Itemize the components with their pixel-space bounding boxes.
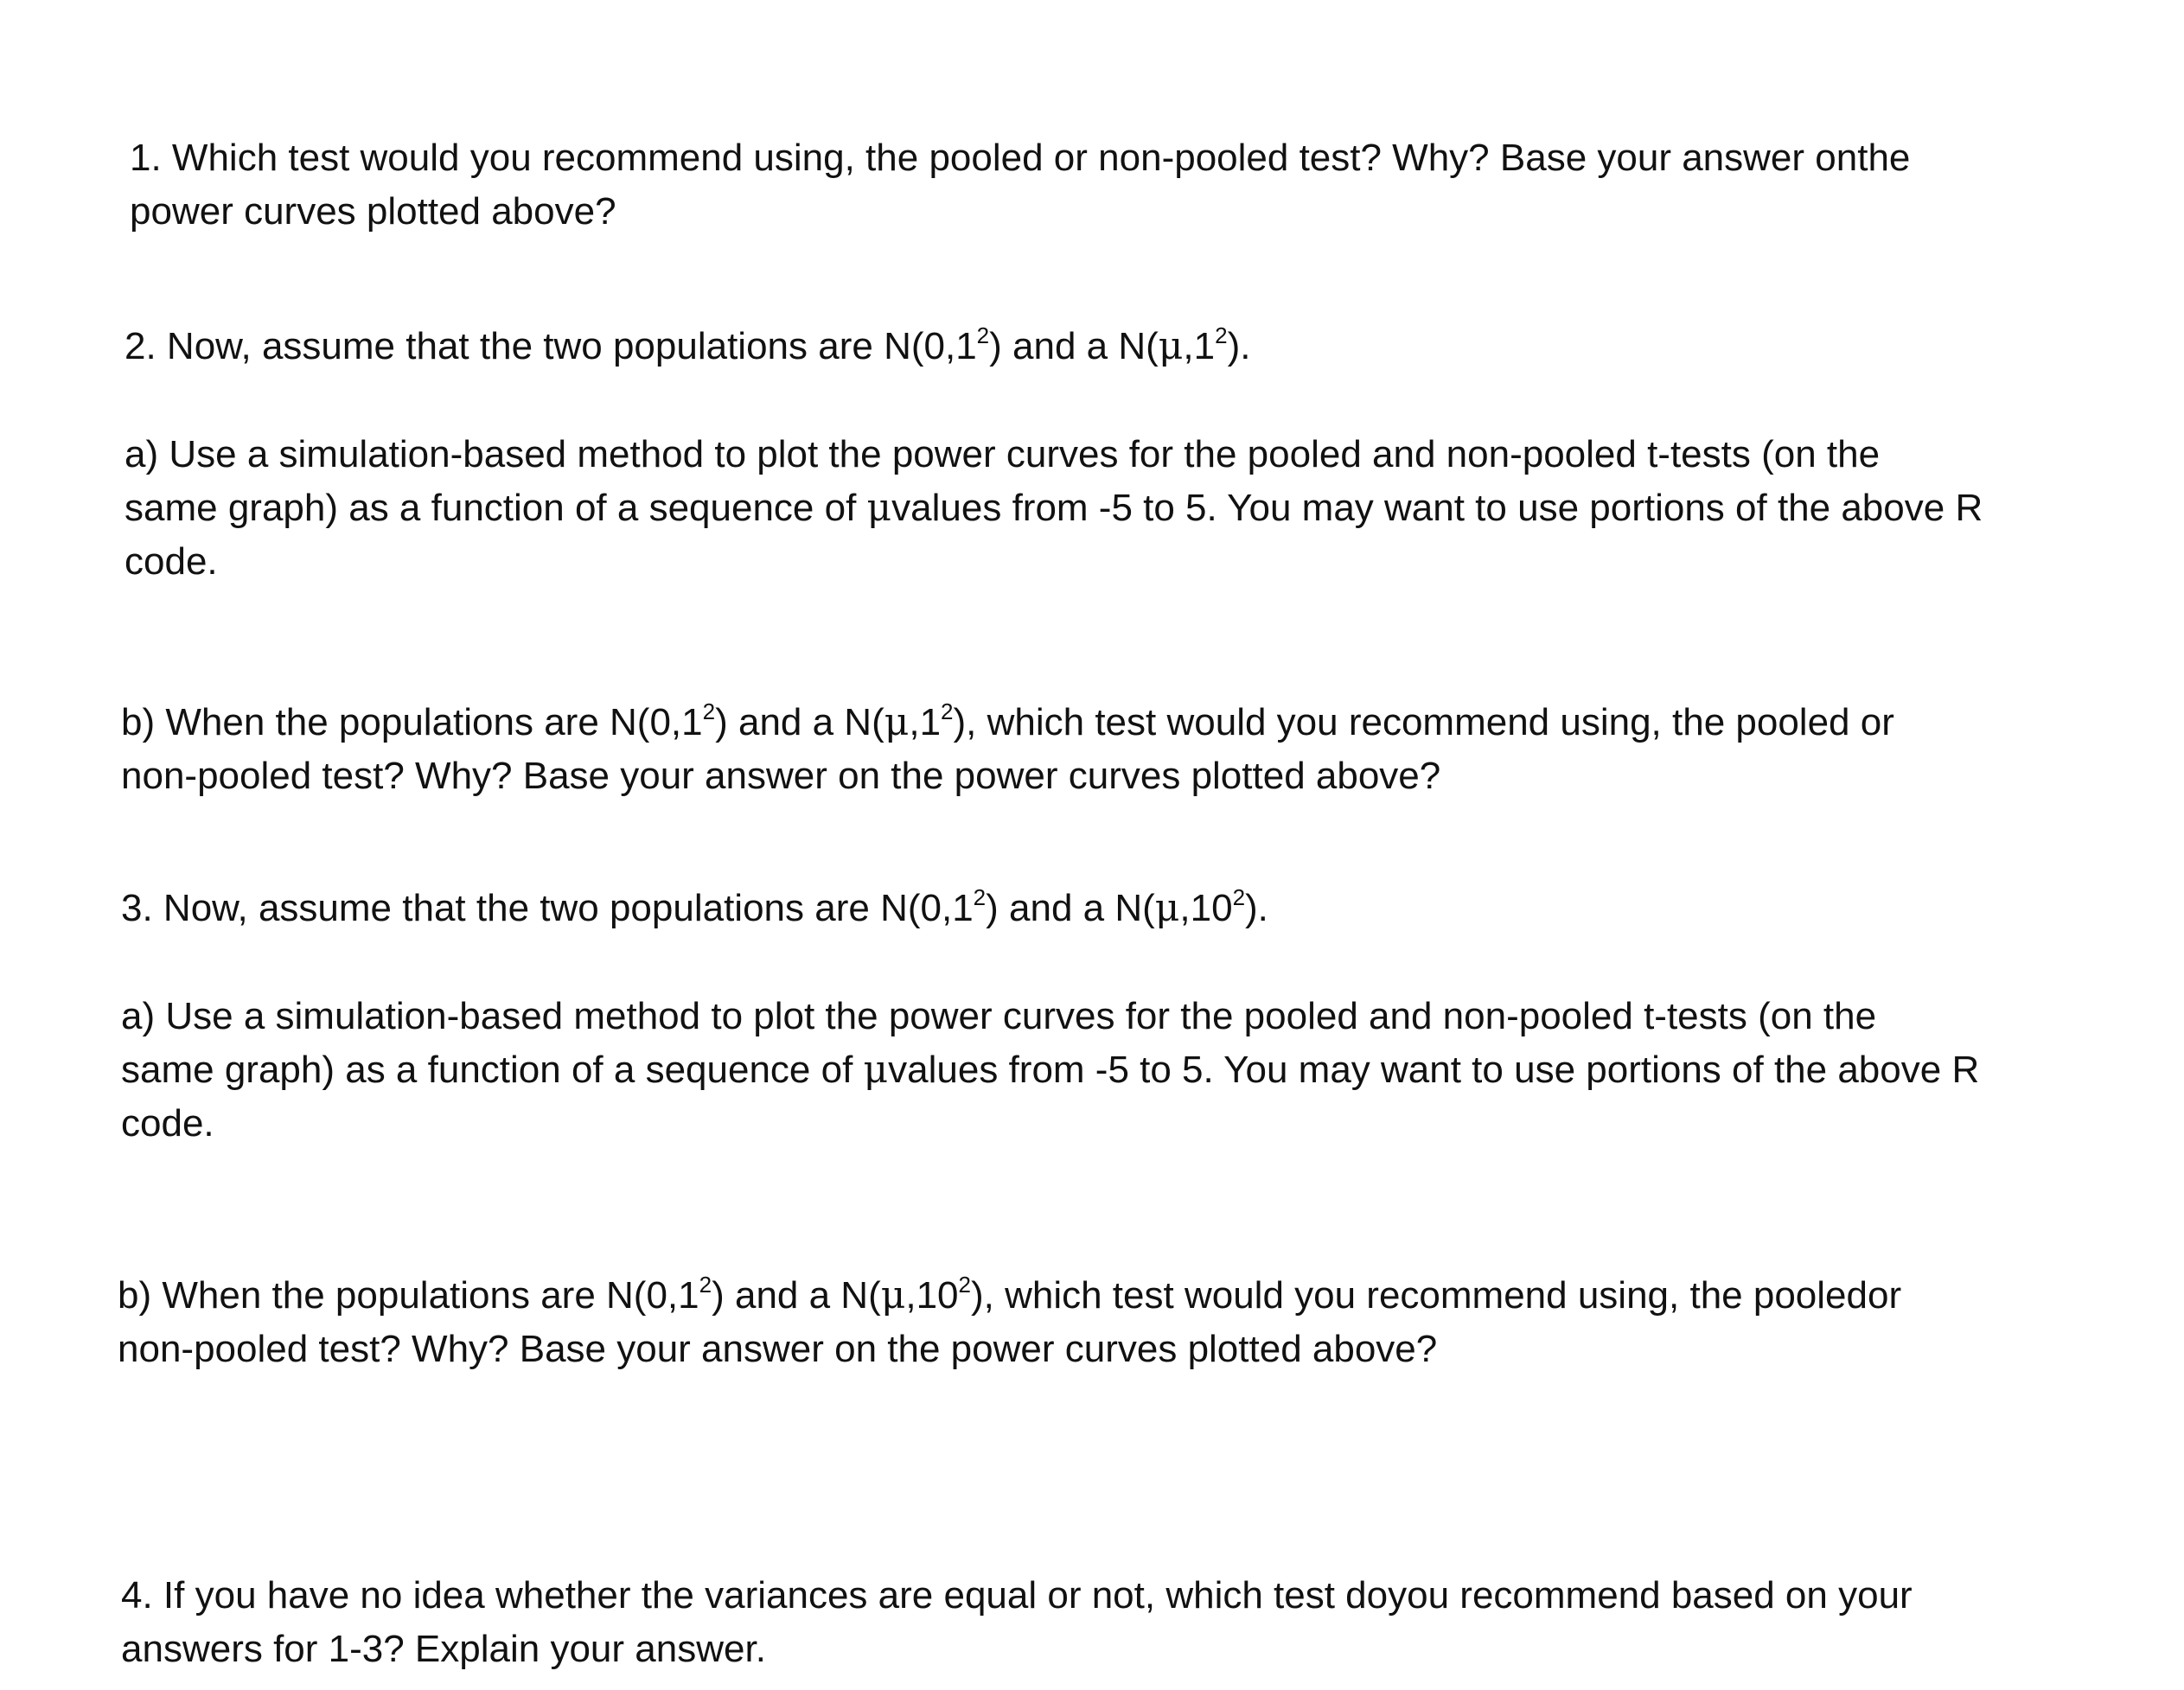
question-2-part-b: b) When the populations are $N(0,1^2)$ and a $N(\mu,1^2)$, which test would you recommend using, the pooled or non-pooled test? Why? Base your answer on the power curves plotted above? [121, 696, 1894, 803]
question-1-line-2: power curves plotted above? [130, 190, 616, 233]
question-4-line-2: answers for 1-3? Explain your answer. [121, 1628, 766, 1670]
question-3a-line-1: a) Use a simulation-based method to plot the power curves for the pooled and non-pooled t-tests (on the [121, 995, 1877, 1037]
superscript: 2 [1232, 884, 1246, 910]
question-2-part-a: a) Use a simulation-based method to plot the power curves for the pooled and non-pooled t-tests (on the same graph) as a function of a sequence of μvalues from -5 to 5. You may want to use portions of the above R code. [125, 428, 1983, 589]
question-2a-line-3: code. [125, 540, 218, 583]
mu-symbol: μ [863, 1048, 889, 1092]
question-2-intro: 2. Now, assume that the two populations are $N(0,1^2)$ and a $N(\mu,1^2)$. [125, 322, 1251, 368]
superscript: 2 [941, 698, 954, 724]
question-2a-line-1: a) Use a simulation-based method to plot the power curves for the pooled and non-pooled t-tests (on the [125, 433, 1881, 475]
mu-symbol: μ [884, 700, 910, 744]
question-3b-line-2: non-pooled test? Why? Base your answer on the power curves plotted above? [118, 1328, 1438, 1370]
question-2b-line-2: non-pooled test? Why? Base your answer on the power curves plotted above? [121, 755, 1441, 797]
question-3-intro: 3. Now, assume that the two populations are $N(0,1^2)$ and a $N(\mu,10^2)$. [121, 884, 1268, 930]
mu-symbol: μ [1154, 886, 1180, 930]
mu-symbol: μ [880, 1273, 906, 1317]
question-2-intro-prefix: 2. Now, assume that the two populations are N(0,1 [125, 325, 977, 367]
question-3-intro-prefix: 3. Now, assume that the two populations are N(0,1 [121, 887, 974, 929]
superscript: 2 [702, 698, 716, 724]
superscript: 2 [976, 322, 990, 348]
mu-symbol: μ [1158, 324, 1184, 368]
superscript: 2 [973, 884, 987, 910]
question-1-line-1: 1. Which test would you recommend using, the pooled or non-pooled test? Why? Base your answer onthe [130, 137, 1911, 179]
question-3-part-b: b) When the populations are $N(0,1^2)$ and a $N(\mu,10^2)$, which test would you recommend using, the pooledor non-pooled test? Why? Base your answer on the power curves plotted above? [118, 1269, 1901, 1376]
superscript: 2 [699, 1272, 712, 1298]
question-4-line-1: 4. If you have no idea whether the variances are equal or not, which test doyou recommend based on your [121, 1574, 1913, 1617]
question-4 [121, 1569, 1913, 1676]
question-3a-line-3: code. [121, 1102, 214, 1145]
superscript: 2 [1215, 322, 1228, 348]
question-1 [130, 131, 1910, 239]
superscript: 2 [958, 1272, 971, 1298]
mu-symbol: μ [866, 486, 892, 530]
question-3-part-a: a) Use a simulation-based method to plot the power curves for the pooled and non-pooled t-tests (on the same graph) as a function of a sequence of μvalues from -5 to 5. You may want to use portions of the above R code. [121, 990, 1979, 1151]
